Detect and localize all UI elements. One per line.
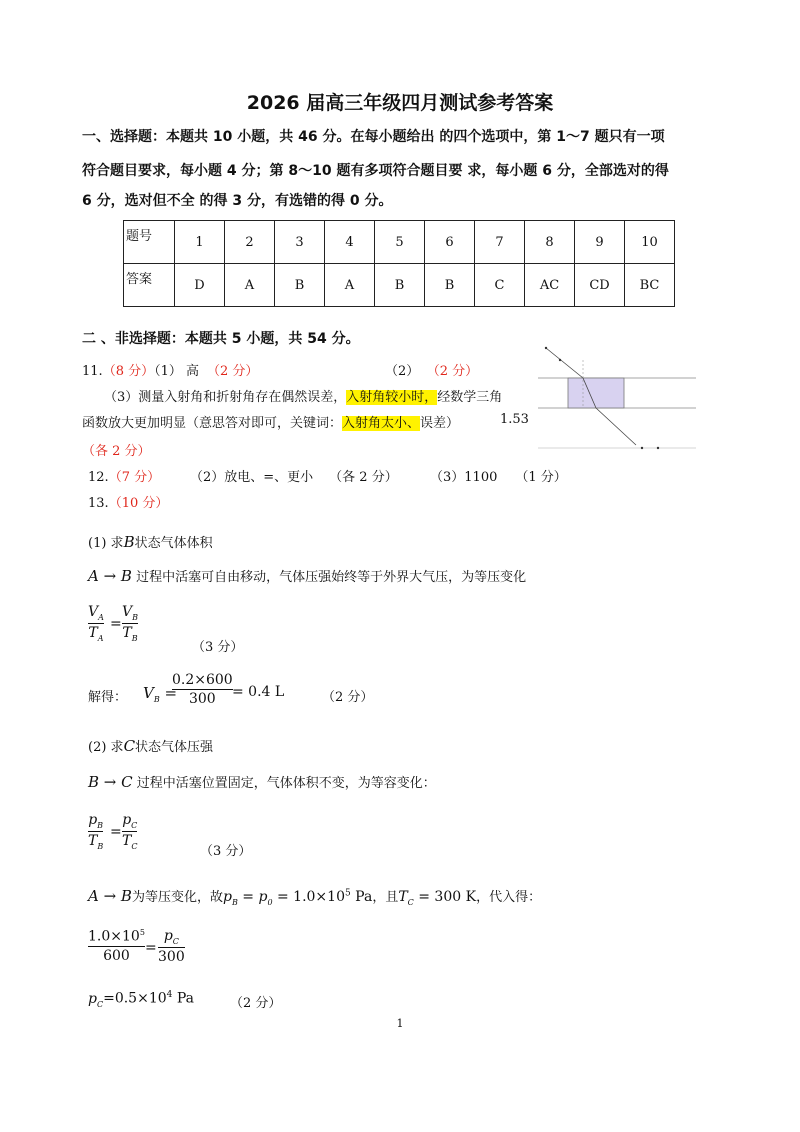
q11-part2-label: （2） bbox=[385, 364, 420, 379]
answer-cell: CD bbox=[575, 264, 625, 307]
ab2-text3: ，代入得： bbox=[476, 890, 542, 905]
number-cell: 2 bbox=[225, 221, 275, 264]
q12-part2-score: （各 2 分） bbox=[329, 470, 398, 485]
tb-symbol: $T_B$ bbox=[122, 624, 138, 643]
q12-part2 bbox=[190, 466, 398, 485]
ab2-eq2: = 300 K bbox=[418, 889, 477, 905]
ab2-exp: 5 bbox=[344, 888, 351, 899]
pc-symbol-3: $p_C$ bbox=[88, 990, 104, 1009]
bc-process: B → C bbox=[88, 773, 133, 791]
answer-table bbox=[123, 220, 675, 307]
answer-cell: AC bbox=[525, 264, 575, 307]
score-3-a: （3 分） bbox=[192, 640, 244, 655]
score-2-a: （2 分） bbox=[322, 690, 374, 705]
answer-cell: C bbox=[475, 264, 525, 307]
q12-score: （7 分） bbox=[108, 470, 161, 485]
ab2-text2: ，且 bbox=[372, 890, 399, 905]
pb-symbol: $p_B$ bbox=[88, 812, 104, 830]
q11-part2 bbox=[385, 360, 478, 379]
answer-cell: BC bbox=[625, 264, 675, 307]
answer-cell: D bbox=[175, 264, 225, 307]
solve-numerator: 0.2×600 bbox=[172, 672, 233, 688]
refraction-diagram bbox=[538, 340, 698, 452]
number-cell: 9 bbox=[575, 221, 625, 264]
solve-label: 解得： bbox=[88, 690, 128, 705]
tb-symbol-2: $T_B$ bbox=[88, 832, 104, 851]
fraction-pb-tb bbox=[88, 812, 103, 851]
q13-line bbox=[88, 492, 168, 511]
q13-bc-line bbox=[88, 772, 436, 791]
number-cell: 3 bbox=[275, 221, 325, 264]
q12-part3-score: （1 分） bbox=[515, 470, 567, 485]
tc-symbol-2: $T_C$ bbox=[398, 889, 414, 907]
vb-lhs: $V_B$ = bbox=[143, 684, 178, 704]
fraction-vb-tb bbox=[122, 604, 138, 643]
q11-number: 11. bbox=[82, 364, 103, 379]
q11-part2-score: （2 分） bbox=[433, 364, 479, 379]
q12-line bbox=[88, 466, 160, 485]
pb-p0-symbols: $p_B = p_0$ bbox=[222, 889, 273, 907]
ta-symbol: $T_A$ bbox=[88, 624, 104, 643]
score-3-b: （3 分） bbox=[200, 844, 252, 859]
q11-line1 bbox=[82, 360, 258, 379]
q13-sub1-tail: 状态气体体积 bbox=[134, 536, 213, 551]
number-cell: 7 bbox=[475, 221, 525, 264]
ab-process-2: A → B bbox=[88, 887, 132, 905]
answer-cell: B bbox=[425, 264, 475, 307]
pc-unit: Pa bbox=[172, 990, 194, 1007]
page-number: 1 bbox=[396, 1017, 404, 1030]
ab-process: A → B bbox=[88, 567, 132, 585]
q13-ab2-line bbox=[88, 886, 541, 907]
number-cell: 10 bbox=[625, 221, 675, 264]
fraction-pc-300 bbox=[158, 928, 185, 965]
q13-sub2-tail: 状态气体压强 bbox=[135, 740, 214, 755]
va-symbol: $V_A$ bbox=[88, 604, 104, 622]
fraction-solve-vb bbox=[172, 672, 233, 707]
number-cell: 6 bbox=[425, 221, 475, 264]
solve-result: = 0.4 L bbox=[232, 684, 285, 700]
q11-highlight-2: 入射角太小、 bbox=[342, 416, 421, 431]
frac4-numerator: 1.0×10 bbox=[88, 928, 140, 945]
frac4-right-denominator: 300 bbox=[158, 948, 185, 965]
q11-part1: （1） 高 bbox=[154, 364, 199, 379]
number-cell: 5 bbox=[375, 221, 425, 264]
number-cell: 4 bbox=[325, 221, 375, 264]
equals-sign-2: = bbox=[110, 824, 122, 840]
q11-part3-score: （各 2 分） bbox=[82, 444, 151, 459]
pc-symbol: $p_C$ bbox=[122, 812, 138, 830]
answer-cell: A bbox=[225, 264, 275, 307]
q13-sub2-head: (2) 求 bbox=[88, 740, 124, 755]
tc-symbol: $T_C$ bbox=[122, 832, 138, 851]
section2-heading: 二 、非选择题：本题共 5 小题，共 54 分。 bbox=[82, 331, 360, 347]
equals-sign: = bbox=[110, 616, 122, 632]
q11-score: （8 分） bbox=[102, 364, 155, 379]
pc-result-line bbox=[88, 990, 194, 1008]
section1-line3: 6 分，选对但不全 的得 3 分，有选错的得 0 分。 bbox=[82, 193, 393, 209]
q13-ab-text: 过程中活塞可自由移动，气体压强始终等于外界大气压，为等压变化 bbox=[136, 570, 527, 585]
q11-part3-line1 bbox=[104, 386, 502, 405]
answer-cell: B bbox=[375, 264, 425, 307]
q11-part3-text-d: 误差） bbox=[420, 416, 460, 431]
solve-denominator: 300 bbox=[188, 691, 216, 707]
q11-part3-text-a: （3）测量入射角和折射角存在偶然误差， bbox=[104, 390, 347, 405]
answer-cell: B bbox=[275, 264, 325, 307]
q11-part1-score: （2 分） bbox=[207, 364, 259, 379]
ab2-eq1: = 1.0×10 bbox=[276, 889, 345, 905]
number-cell: 8 bbox=[525, 221, 575, 264]
q11-part3-line2 bbox=[82, 412, 459, 431]
q11-answer-value: 1.53 bbox=[500, 412, 529, 427]
q11-highlight-1: 入射角较小时， bbox=[346, 390, 438, 405]
vb-symbol: $V_B$ bbox=[122, 604, 139, 622]
section1-line2: 符合题目要求，每小题 4 分；第 8～10 题有多项符合题目要 求，每小题 6 分，全部选对的得 bbox=[82, 163, 669, 179]
q12-number: 12. bbox=[88, 470, 109, 485]
q13-sub2-var: C bbox=[123, 737, 136, 755]
q11-part3-text-c: 函数放大更加明显（意思答对即可，关键词： bbox=[82, 416, 343, 431]
score-2-b: （2 分） bbox=[230, 996, 282, 1011]
q13-sub1-var: B bbox=[123, 533, 135, 551]
number-header: 题号 bbox=[124, 221, 175, 264]
ab2-unit: Pa bbox=[350, 889, 373, 905]
q13-sub1-head: (1) 求 bbox=[88, 536, 124, 551]
q11-part3-text-b: 经数学三角 bbox=[437, 390, 503, 405]
q13-ab-line bbox=[88, 566, 526, 585]
pc-exp: 4 bbox=[166, 990, 173, 1000]
pc-symbol-2: $p_C$ bbox=[163, 928, 179, 946]
q12-part3 bbox=[430, 466, 567, 485]
q13-sub2-heading bbox=[88, 736, 213, 755]
q12-part3-text: （3）1100 bbox=[430, 470, 498, 485]
q13-sub1-heading bbox=[88, 532, 213, 551]
number-cell: 1 bbox=[175, 221, 225, 264]
fraction-pc-tc bbox=[122, 812, 137, 851]
fraction-pressure: $1.0\times 10^5$ 600 bbox=[88, 928, 145, 964]
fraction-va-ta bbox=[88, 604, 104, 643]
q12-part2-text: （2）放电、=、更小 bbox=[190, 470, 314, 485]
answer-table-number-row bbox=[124, 221, 675, 264]
answer-header: 答案 bbox=[124, 264, 175, 307]
equals-sign-3: = bbox=[145, 940, 157, 956]
pc-result: =0.5×10 bbox=[103, 990, 167, 1007]
page-title: 2026 届高三年级四月测试参考答案 bbox=[246, 92, 554, 114]
q13-score: （10 分） bbox=[108, 496, 169, 511]
ab2-text1: 为等压变化，故 bbox=[131, 890, 223, 905]
answer-table-answer-row bbox=[124, 264, 675, 307]
frac4-denominator: 600 bbox=[103, 947, 130, 964]
q13-bc-text: 过程中活塞位置固定，气体体积不变，为等容变化： bbox=[136, 776, 436, 791]
q13-number: 13. bbox=[88, 496, 109, 511]
section1-line1: 一、选择题：本题共 10 小题，共 46 分。在每小题给出 的四个选项中，第 1～7 题只有一项 bbox=[82, 129, 665, 145]
answer-cell: A bbox=[325, 264, 375, 307]
